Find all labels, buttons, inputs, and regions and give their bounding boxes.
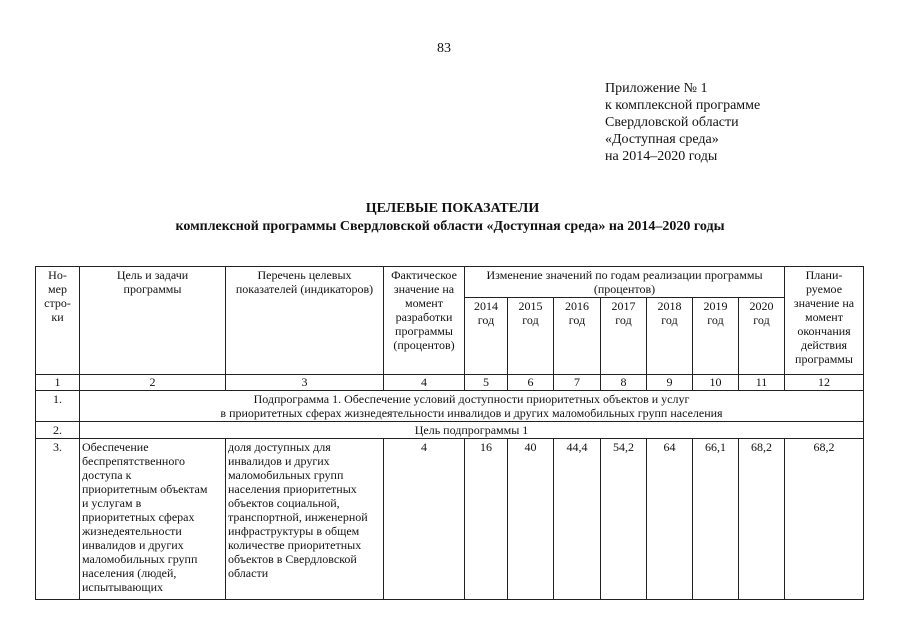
appendix-line: к комплексной программе — [605, 98, 761, 113]
column-number: 7 — [554, 375, 601, 391]
year-value-cell: 16 — [465, 439, 508, 600]
column-number: 6 — [508, 375, 554, 391]
appendix-line: Свердловской области — [605, 115, 739, 130]
row-number: 2. — [36, 422, 80, 439]
header-indicators: Перечень целевых показателей (индикаторов) — [226, 267, 384, 375]
year-value-cell: 44,4 — [554, 439, 601, 600]
year-value-cell: 40 — [508, 439, 554, 600]
year-value-cell: 68,2 — [739, 439, 785, 600]
row-number: 1. — [36, 391, 80, 422]
column-number: 10 — [693, 375, 739, 391]
appendix-line: Приложение № 1 — [605, 81, 708, 96]
document-subtitle: комплексной программы Свердловской области «Доступная среда» на 2014–2020 годы — [175, 219, 725, 234]
column-number: 12 — [785, 375, 864, 391]
subprogram-title: Подпрограмма 1. Обеспечение условий доступности приоритетных объектов и услуг в приоритетных сферах жизнедеятельности инвалидов и других маломобильных групп населения — [80, 391, 864, 422]
header-year-2014: 2014 год — [465, 298, 508, 375]
header-year-2015: 2015 год — [508, 298, 554, 375]
header-year-2016: 2016 год — [554, 298, 601, 375]
header-actual-value: Фактическое значение на момент разработки программы (процентов) — [384, 267, 465, 375]
subprogram-goal: Цель подпрограммы 1 — [80, 422, 864, 439]
column-number: 4 — [384, 375, 465, 391]
table-row — [36, 439, 864, 600]
column-number: 1 — [36, 375, 80, 391]
header-row-number: Но- мер стро- ки — [36, 267, 80, 375]
header-goal: Цель и задачи программы — [80, 267, 226, 375]
appendix-line: «Доступная среда» — [605, 132, 719, 147]
row-number: 3. — [36, 439, 80, 600]
appendix-note — [605, 80, 760, 165]
header-year-2018: 2018 год — [647, 298, 693, 375]
column-number: 9 — [647, 375, 693, 391]
table-header-row — [36, 267, 864, 298]
table-row — [36, 422, 864, 439]
column-numbers-row — [36, 375, 864, 391]
indicators-table — [35, 266, 864, 600]
header-year-2020: 2020 год — [739, 298, 785, 375]
page-number: 83 — [437, 41, 451, 56]
appendix-line: на 2014–2020 годы — [605, 149, 718, 164]
header-planned-value: Плани- руемое значение на момент окончания действия программы — [785, 267, 864, 375]
year-value-cell: 54,2 — [601, 439, 647, 600]
actual-value-cell: 4 — [384, 439, 465, 600]
column-number: 2 — [80, 375, 226, 391]
goal-cell: Обеспечение беспрепятственного доступа к приоритетным объектам и услугам в приоритетных сферах жизнедеятельности инвалидов и других маломобильных групп населения (людей, испытывающих — [80, 439, 226, 600]
year-value-cell: 64 — [647, 439, 693, 600]
header-change-by-year: Изменение значений по годам реализации программы (процентов) — [465, 267, 785, 298]
indicator-cell: доля доступных для инвалидов и других маломобильных групп населения приоритетных объектов социальной, транспортной, инженерной инфраструктуры в общем количестве приоритетных объектов в Свердловской области — [226, 439, 384, 600]
column-number: 11 — [739, 375, 785, 391]
document-title: ЦЕЛЕВЫЕ ПОКАЗАТЕЛИ — [365, 201, 540, 216]
table-row — [36, 391, 864, 422]
header-year-2017: 2017 год — [601, 298, 647, 375]
year-value-cell: 66,1 — [693, 439, 739, 600]
header-year-2019: 2019 год — [693, 298, 739, 375]
planned-value-cell: 68,2 — [785, 439, 864, 600]
column-number: 3 — [226, 375, 384, 391]
column-number: 8 — [601, 375, 647, 391]
column-number: 5 — [465, 375, 508, 391]
